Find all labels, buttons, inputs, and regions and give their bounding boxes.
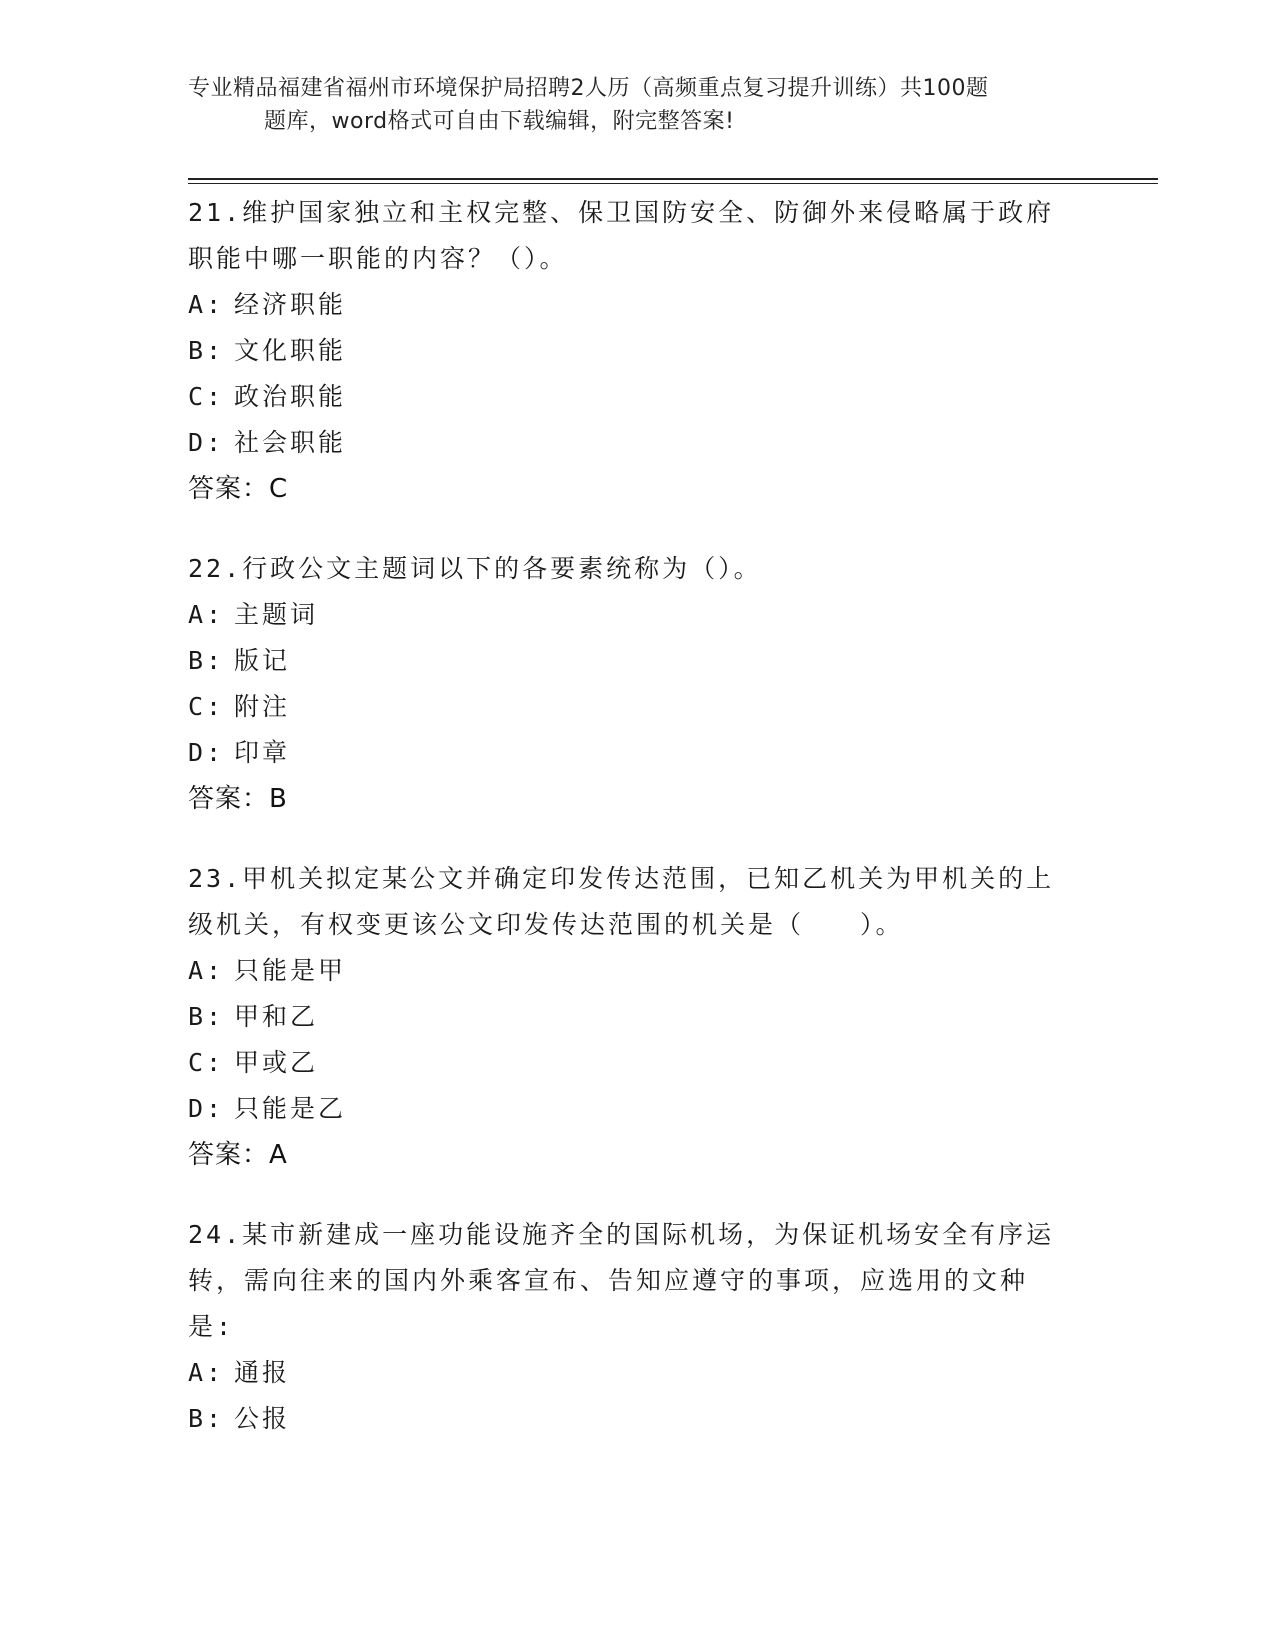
option-letter: A: [188,600,225,629]
option-c [188,684,1088,730]
option-b [188,994,1088,1040]
option-a [188,948,1088,994]
option-letter: D: [188,1094,225,1123]
question-text-line: 职能中哪一职能的内容？（）。 [188,244,568,273]
option-letter: B: [188,646,225,675]
answer-line: 答案：B [188,784,288,814]
question-text-line: 级机关，有权变更该公文印发传达范围的机关是（ ）。 [188,910,904,939]
option-letter: C: [188,1048,225,1077]
question-text-line: 23.甲机关拟定某公文并确定印发传达范围，已知乙机关为甲机关的上 [188,864,1055,893]
option-letter: D: [188,428,225,457]
question-text-line: 21.维护国家独立和主权完整、保卫国防安全、防御外来侵略属于政府 [188,198,1055,227]
option-letter: B: [188,1404,225,1433]
question-text-line: 24.某市新建成一座功能设施齐全的国际机场，为保证机场安全有序运 [188,1220,1055,1249]
answer-line: 答案：C [188,474,289,504]
option-letter: B: [188,336,225,365]
option-text: 只能是甲 [234,956,347,985]
option-d [188,420,1088,466]
option-a [188,592,1088,638]
option-text: 只能是乙 [234,1094,347,1123]
option-letter: A: [188,1358,225,1387]
option-text: 附注 [234,692,291,721]
option-letter: D: [188,738,225,767]
option-text: 印章 [234,738,291,767]
option-b [188,1396,1088,1442]
option-d [188,1086,1088,1132]
option-a [188,282,1088,328]
option-text: 通报 [234,1358,291,1387]
option-text: 文化职能 [234,336,347,365]
option-text: 甲或乙 [234,1048,319,1077]
option-c [188,1040,1088,1086]
question-21 [188,190,1088,512]
question-list [188,190,1088,1476]
option-letter: B: [188,1002,225,1031]
question-24 [188,1212,1088,1442]
option-letter: A: [188,956,225,985]
question-text-line: 转，需向往来的国内外乘客宣布、告知应遵守的事项，应选用的文种 [188,1266,1029,1295]
question-text-line: 是: [188,1312,235,1341]
header-title-line1: 专业精品福建省福州市环境保护局招聘2人历（高频重点复习提升训练）共100题 [188,76,989,101]
question-text-line: 22.行政公文主题词以下的各要素统称为（）。 [188,554,762,583]
option-text: 社会职能 [234,428,347,457]
question-22 [188,546,1088,822]
question-23 [188,856,1088,1178]
option-d [188,730,1088,776]
option-text: 主题词 [234,600,319,629]
option-letter: C: [188,382,225,411]
header-rule-thin [188,183,1158,184]
option-a [188,1350,1088,1396]
option-text: 经济职能 [234,290,347,319]
option-b [188,328,1088,374]
option-text: 政治职能 [234,382,347,411]
option-text: 公报 [234,1404,291,1433]
option-letter: C: [188,692,225,721]
answer-line: 答案：A [188,1140,288,1170]
header-title-line2: 题库，word格式可自由下载编辑，附完整答案! [264,109,735,134]
header-rule-thick [188,178,1158,180]
option-c [188,374,1088,420]
option-text: 甲和乙 [234,1002,319,1031]
option-letter: A: [188,290,225,319]
document-header [188,72,1088,138]
option-text: 版记 [234,646,291,675]
option-b [188,638,1088,684]
